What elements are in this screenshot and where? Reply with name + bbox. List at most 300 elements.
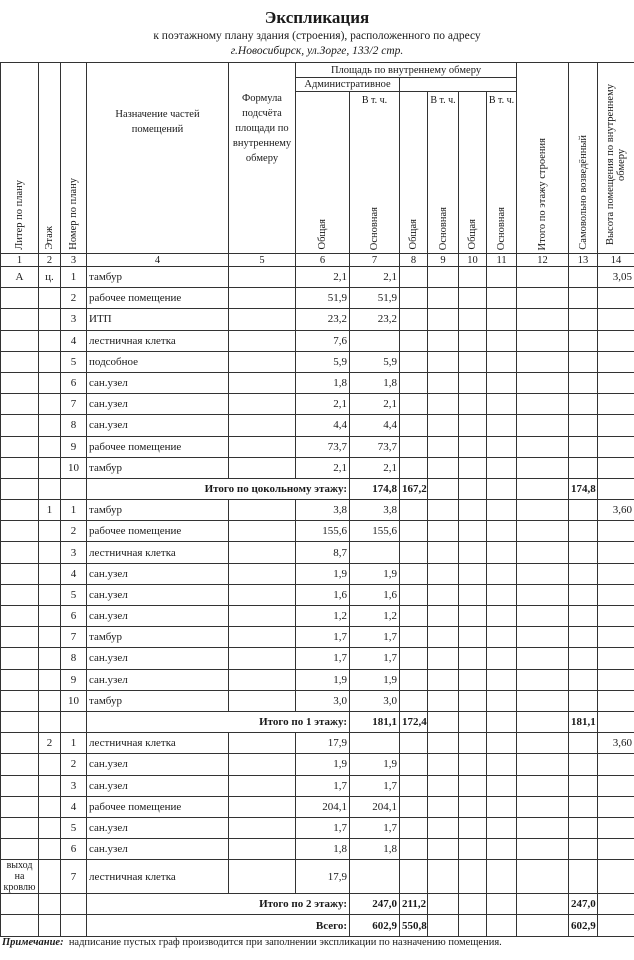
cell-empty [400, 839, 428, 860]
cell-empty [487, 457, 517, 478]
cell-empty [459, 839, 487, 860]
cell-empty [428, 915, 459, 936]
cell-litera [1, 436, 39, 457]
cell-floor-total: 181,1 [569, 711, 598, 732]
table-row [1, 457, 634, 478]
cell-empty [459, 415, 487, 436]
cell-total: 1,7 [296, 817, 350, 838]
cell-floor [39, 669, 61, 690]
cell-litera [1, 415, 39, 436]
cell-total: 1,8 [296, 839, 350, 860]
cell-main: 1,8 [350, 372, 400, 393]
cell-self-built [569, 606, 598, 627]
table-row [1, 754, 634, 775]
cell-litera [1, 351, 39, 372]
cell-floor-total [517, 584, 569, 605]
cell-height [598, 372, 634, 393]
cell-subtotal-label: Итого по 1 этажу: [87, 711, 350, 732]
cell-litera [1, 669, 39, 690]
cell-empty [459, 309, 487, 330]
cell-height [598, 839, 634, 860]
cell-floor-total [517, 267, 569, 288]
cell-name: сан.узел [87, 606, 229, 627]
cell-room-no: 9 [61, 669, 87, 690]
col-height-header: Высота помещения по внутреннему обмеру [598, 63, 634, 254]
cell-formula [229, 394, 296, 415]
table-row [1, 775, 634, 796]
cell-name: рабочее помещение [87, 521, 229, 542]
cell-name: лестничная клетка [87, 860, 229, 894]
cell-empty [428, 457, 459, 478]
table-row [1, 521, 634, 542]
column-number: 13 [569, 254, 598, 267]
cell-height: 3,60 [598, 500, 634, 521]
column-number: 1 [1, 254, 39, 267]
cell-floor-total [517, 542, 569, 563]
cell-empty [428, 521, 459, 542]
cell-empty [400, 627, 428, 648]
cell-height: 3,05 [598, 267, 634, 288]
subtotal-row [1, 915, 634, 936]
cell-total: 7,6 [296, 330, 350, 351]
cell-self-built [569, 394, 598, 415]
cell-total: 23,2 [296, 309, 350, 330]
table-row [1, 542, 634, 563]
cell-floor-total [517, 309, 569, 330]
cell-main: 550,8 [400, 915, 428, 936]
cell-main: 2,1 [350, 394, 400, 415]
document-title: Экспликация [264, 8, 370, 27]
cell-empty [428, 351, 459, 372]
cell-height [598, 669, 634, 690]
cell-name: лестничная клетка [87, 733, 229, 754]
cell-floor [39, 775, 61, 796]
cell-self-built [569, 584, 598, 605]
cell-empty [487, 267, 517, 288]
cell-height [598, 606, 634, 627]
cell-formula [229, 648, 296, 669]
cell-empty [428, 436, 459, 457]
cell-name: сан.узел [87, 584, 229, 605]
cell-main: 1,8 [350, 839, 400, 860]
cell-main: 1,9 [350, 563, 400, 584]
table-row [1, 394, 634, 415]
cell-empty [487, 478, 517, 499]
cell-empty [459, 436, 487, 457]
cell-empty [459, 733, 487, 754]
cell-height [598, 796, 634, 817]
cell-total: 17,9 [296, 860, 350, 894]
cell-total: 1,2 [296, 606, 350, 627]
cell-height [598, 521, 634, 542]
col-purpose-header: Назначение частей помещений [87, 63, 229, 254]
column-number: 10 [459, 254, 487, 267]
cell-formula [229, 267, 296, 288]
cell-room-no: 8 [61, 648, 87, 669]
cell-litera [1, 915, 39, 936]
column-number: 8 [400, 254, 428, 267]
cell-floor-total: 174,8 [569, 478, 598, 499]
cell-empty [459, 267, 487, 288]
cell-main [350, 733, 400, 754]
cell-empty [459, 690, 487, 711]
cell-self-built [569, 521, 598, 542]
cell-total: 1,9 [296, 669, 350, 690]
column-number: 9 [428, 254, 459, 267]
cell-name: ИТП [87, 309, 229, 330]
subtotal-row [1, 711, 634, 732]
cell-empty [459, 711, 487, 732]
cell-main [350, 860, 400, 894]
cell-formula [229, 372, 296, 393]
cell-empty [459, 584, 487, 605]
cell-name: рабочее помещение [87, 796, 229, 817]
cell-self-built [569, 309, 598, 330]
table-row [1, 733, 634, 754]
cell-empty [487, 733, 517, 754]
cell-empty [428, 711, 459, 732]
cell-formula [229, 817, 296, 838]
column-number: 3 [61, 254, 87, 267]
cell-total: 17,9 [296, 733, 350, 754]
cell-floor-total [517, 436, 569, 457]
cell-empty [428, 309, 459, 330]
cell-formula [229, 796, 296, 817]
cell-name: сан.узел [87, 394, 229, 415]
col-floor-header: Этаж [39, 63, 61, 254]
cell-empty [459, 500, 487, 521]
cell-empty [428, 648, 459, 669]
cell-height [598, 627, 634, 648]
cell-empty [428, 754, 459, 775]
cell-floor [39, 754, 61, 775]
cell-empty [487, 584, 517, 605]
cell-main: 155,6 [350, 521, 400, 542]
cell-empty [428, 894, 459, 915]
cell-room-no: 10 [61, 690, 87, 711]
cell-litera [1, 648, 39, 669]
cell-formula [229, 839, 296, 860]
cell-room-no: 3 [61, 542, 87, 563]
cell-empty [459, 330, 487, 351]
cell-self-built [569, 648, 598, 669]
cell-floor [39, 436, 61, 457]
cell-floor [39, 563, 61, 584]
cell-empty [459, 394, 487, 415]
column-number: 2 [39, 254, 61, 267]
cell-name: сан.узел [87, 415, 229, 436]
cell-main [350, 330, 400, 351]
cell-empty [459, 627, 487, 648]
cell-room-no: 2 [61, 288, 87, 309]
cell-height [598, 351, 634, 372]
cell-floor-total [517, 754, 569, 775]
cell-empty [428, 733, 459, 754]
table-row [1, 839, 634, 860]
cell-empty [459, 775, 487, 796]
cell-empty [400, 817, 428, 838]
cell-height [598, 330, 634, 351]
cell-name: тамбур [87, 627, 229, 648]
cell-empty [459, 372, 487, 393]
cell-floor [39, 860, 61, 894]
cell-main: 1,7 [350, 817, 400, 838]
cell-name: сан.узел [87, 648, 229, 669]
cell-main: 23,2 [350, 309, 400, 330]
cell-total: 51,9 [296, 288, 350, 309]
cell-main: 73,7 [350, 436, 400, 457]
cell-floor [39, 690, 61, 711]
cell-floor: 2 [39, 733, 61, 754]
col-main-3-header: В т. ч. Основная [487, 92, 517, 254]
cell-self-built [569, 839, 598, 860]
cell-empty [428, 627, 459, 648]
cell-floor [39, 309, 61, 330]
cell-self-built [569, 860, 598, 894]
cell-total: 1,9 [296, 754, 350, 775]
cell-litera [1, 288, 39, 309]
cell-empty [487, 606, 517, 627]
cell-empty [487, 309, 517, 330]
cell-formula [229, 775, 296, 796]
cell-formula [229, 351, 296, 372]
cell-floor [39, 457, 61, 478]
cell-empty [428, 372, 459, 393]
cell-empty [487, 648, 517, 669]
cell-floor [39, 648, 61, 669]
column-number: 12 [517, 254, 569, 267]
cell-height [598, 563, 634, 584]
cell-main: 211,2 [400, 894, 428, 915]
table-row [1, 309, 634, 330]
table-row [1, 648, 634, 669]
cell-empty [428, 415, 459, 436]
cell-empty [400, 584, 428, 605]
cell-litera [1, 309, 39, 330]
cell-empty [487, 330, 517, 351]
cell-main: 1,6 [350, 584, 400, 605]
cell-litera [1, 372, 39, 393]
cell-room-no: 8 [61, 415, 87, 436]
cell-empty [459, 796, 487, 817]
cell-empty [517, 894, 569, 915]
cell-main: 1,7 [350, 775, 400, 796]
cell-self-built [569, 372, 598, 393]
cell-floor-total [517, 351, 569, 372]
cell-total: 2,1 [296, 267, 350, 288]
cell-self-built [569, 563, 598, 584]
cell-subtotal-label: Итого по 2 этажу: [87, 894, 350, 915]
cell-room-no: 5 [61, 584, 87, 605]
cell-empty [428, 394, 459, 415]
cell-floor-total: 247,0 [569, 894, 598, 915]
cell-empty [428, 690, 459, 711]
cell-total: 8,7 [296, 542, 350, 563]
cell-empty [400, 648, 428, 669]
cell-litera: А [1, 267, 39, 288]
cell-empty [487, 288, 517, 309]
cell-empty [459, 606, 487, 627]
cell-empty [487, 839, 517, 860]
cell-main: 1,2 [350, 606, 400, 627]
cell-total: 181,1 [350, 711, 400, 732]
cell-litera [1, 394, 39, 415]
cell-room-no: 6 [61, 839, 87, 860]
table-row [1, 563, 634, 584]
cell-floor [39, 372, 61, 393]
cell-room-no: 5 [61, 351, 87, 372]
cell-total: 174,8 [350, 478, 400, 499]
cell-self-built [569, 796, 598, 817]
column-number: 11 [487, 254, 517, 267]
cell-empty [459, 351, 487, 372]
cell-empty [459, 817, 487, 838]
cell-floor-total [517, 648, 569, 669]
cell-name: подсобное [87, 351, 229, 372]
cell-empty [400, 754, 428, 775]
cell-formula [229, 669, 296, 690]
cell-empty [487, 690, 517, 711]
cell-height [598, 436, 634, 457]
cell-floor-total [517, 690, 569, 711]
cell-empty [428, 478, 459, 499]
cell-room-no: 2 [61, 754, 87, 775]
cell-litera [1, 542, 39, 563]
cell-empty [400, 563, 428, 584]
cell-height [598, 394, 634, 415]
cell-litera [1, 521, 39, 542]
cell-empty [428, 817, 459, 838]
cell-floor-total [517, 817, 569, 838]
cell-empty [400, 796, 428, 817]
cell-formula [229, 309, 296, 330]
table-row [1, 267, 634, 288]
cell-floor-total [517, 457, 569, 478]
column-number: 7 [350, 254, 400, 267]
cell-litera [1, 478, 39, 499]
cell-empty [400, 669, 428, 690]
cell-room-no: 1 [61, 267, 87, 288]
cell-room-no: 7 [61, 394, 87, 415]
table-row [1, 500, 634, 521]
cell-floor: ц. [39, 267, 61, 288]
cell-litera [1, 457, 39, 478]
cell-main: 1,9 [350, 669, 400, 690]
cell-empty [428, 860, 459, 894]
cell-floor-total [517, 394, 569, 415]
cell-empty [459, 288, 487, 309]
col-empty-group-header [400, 78, 517, 92]
cell-room-no: 3 [61, 775, 87, 796]
cell-self-built [569, 669, 598, 690]
table-row [1, 351, 634, 372]
cell-empty [487, 372, 517, 393]
cell-empty [400, 415, 428, 436]
document-address: г.Новосибирск, ул.Зорге, 133/2 стр. [230, 45, 404, 57]
cell-empty [400, 436, 428, 457]
col-floor-total-header: Итого по этажу строения [517, 63, 569, 254]
cell-litera [1, 711, 39, 732]
cell-name: тамбур [87, 267, 229, 288]
cell-litera [1, 796, 39, 817]
cell-empty [487, 500, 517, 521]
cell-empty [459, 669, 487, 690]
cell-total: 247,0 [350, 894, 400, 915]
cell-floor [39, 627, 61, 648]
cell-main: 5,9 [350, 351, 400, 372]
cell-formula [229, 754, 296, 775]
subtotal-row [1, 478, 634, 499]
cell-empty [517, 915, 569, 936]
cell-empty [459, 478, 487, 499]
cell-height [598, 309, 634, 330]
cell-floor-total [517, 330, 569, 351]
cell-self-built [569, 754, 598, 775]
cell-empty [400, 690, 428, 711]
cell-litera [1, 817, 39, 838]
cell-main: 3,8 [350, 500, 400, 521]
cell-empty [459, 860, 487, 894]
cell-empty [400, 351, 428, 372]
col-total-2-header: Общая [400, 92, 428, 254]
cell-main: 1,7 [350, 627, 400, 648]
cell-empty [487, 542, 517, 563]
table-row [1, 690, 634, 711]
cell-empty [487, 627, 517, 648]
cell-name: сан.узел [87, 839, 229, 860]
table-row [1, 817, 634, 838]
cell-room-no: 4 [61, 330, 87, 351]
cell-name: сан.узел [87, 372, 229, 393]
cell-litera [1, 754, 39, 775]
cell-floor [39, 521, 61, 542]
cell-empty [428, 563, 459, 584]
cell-empty [487, 394, 517, 415]
table-row [1, 606, 634, 627]
cell-self-built [569, 415, 598, 436]
col-room-no-header: Номер по плану [61, 63, 87, 254]
cell-self-built [569, 733, 598, 754]
cell-empty [400, 309, 428, 330]
cell-room-no: 1 [61, 500, 87, 521]
cell-self-built [598, 894, 634, 915]
cell-total: 1,7 [296, 627, 350, 648]
cell-empty [400, 330, 428, 351]
cell-total: 73,7 [296, 436, 350, 457]
cell-height [598, 754, 634, 775]
cell-litera [1, 775, 39, 796]
cell-empty [400, 542, 428, 563]
cell-empty [400, 500, 428, 521]
cell-total: 1,9 [296, 563, 350, 584]
cell-empty [459, 521, 487, 542]
cell-empty [487, 796, 517, 817]
cell-total: 3,8 [296, 500, 350, 521]
column-number: 4 [87, 254, 229, 267]
document-subtitle: к поэтажному плану здания (строения), расположенного по адресу [153, 30, 481, 42]
cell-floor [39, 330, 61, 351]
cell-floor-total [517, 372, 569, 393]
cell-main: 172,4 [400, 711, 428, 732]
cell-floor [39, 394, 61, 415]
cell-total: 602,9 [350, 915, 400, 936]
cell-height: 3,60 [598, 733, 634, 754]
cell-total: 2,1 [296, 394, 350, 415]
cell-height [598, 775, 634, 796]
cell-litera [1, 733, 39, 754]
cell-room-no: 2 [61, 521, 87, 542]
cell-empty [428, 606, 459, 627]
